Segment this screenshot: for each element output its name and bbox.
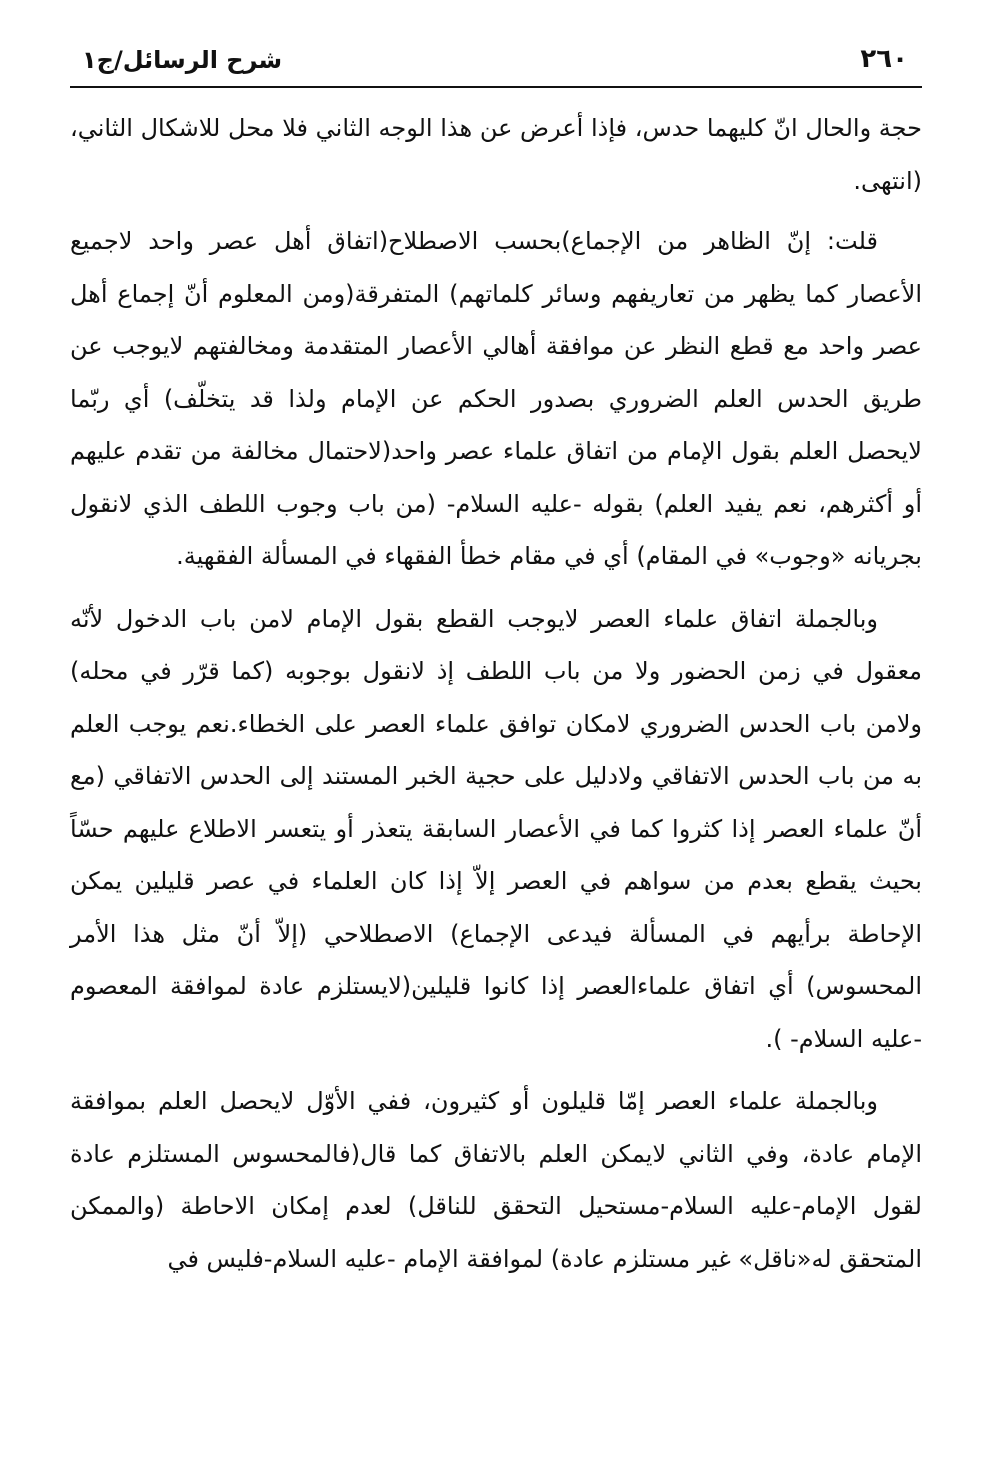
paragraph-1: حجة والحال انّ كليهما حدس، فإذا أعرض عن هذا الوجه الثاني فلا محل للاشكال الثاني،(انتهى. (70, 114, 922, 195)
paragraph-2: قلت: إنّ الظاهر من الإجماع)بحسب الاصطلاح(اتفاق أهل عصر واحد لاجميع الأعصار كما يظهر من تعاريفهم وسائر كلماتهم) المتفرقة(ومن المعلوم أنّ إجماع أهل عصر واحد مع قطع النظر عن موافقة أهالي الأعصار المتقدمة ومخالفتهم لايوجب عن طريق الحدس العلم الضروري بصدور الحكم عن الإمام ولذا قد يتخلّف) أي ربّما لايحصل العلم بقول الإمام من اتفاق علماء عصر واحد(لاحتمال مخالفة من تقدم عليهم أو أكثرهم، نعم يفيد العلم) بقوله -عليه السلام- (من باب وجوب اللطف الذي لانقول بجريانه «وجوب» في المقام) أي في مقام خطأ الفقهاء في المسألة الفقهية. (70, 227, 922, 570)
running-title: شرح الرسائل/ج١ (82, 46, 283, 74)
page-header (70, 40, 922, 88)
paragraph-4: وبالجملة علماء العصر إمّا قليلون أو كثيرون، ففي الأوّل لايحصل العلم بموافقة الإمام عادة، وفي الثاني لايمكن العلم بالاتفاق كما قال(فالمحسوس المستلزم عادة لقول الإمام-عليه السلام-مستحيل التحقق للناقل) لعدم إمكان الاحاطة (والممكن المتحقق له«ناقل» غير مستلزم عادة) لموافقة الإمام -عليه السلام-فليس في (70, 1087, 922, 1273)
paragraph-3: وبالجملة اتفاق علماء العصر لايوجب القطع بقول الإمام لامن باب الدخول لأنّه معقول في زمن الحضور ولا من باب اللطف إذ لانقول بوجوبه (كما قرّر في محله) ولامن باب الحدس الضروري لامكان توافق علماء العصر على الخطاء.نعم يوجب العلم به من باب الحدس الاتفاقي ولادليل على حجية الخبر المستند إلى الحدس الاتفاقي (مع أنّ علماء العصر إذا كثروا كما في الأعصار السابقة يتعذر أو يتعسر الاطلاع عليهم حسّاً بحيث يقطع بعدم من سواهم في العصر إلاّ إذا كان العلماء في عصر قليلين يمكن الإحاطة برأيهم في المسألة فيدعى الإجماع) الاصطلاحي (إلاّ أنّ مثل هذا الأمر المحسوس) أي اتفاق علماءالعصر إذا كانوا قليلين(لايستلزم عادة لموافقة المعصوم -عليه السلام- ). (70, 604, 922, 1053)
page-number: ٢٦٠ (860, 44, 908, 74)
book-page (70, 40, 922, 1440)
body-text (70, 102, 922, 1285)
